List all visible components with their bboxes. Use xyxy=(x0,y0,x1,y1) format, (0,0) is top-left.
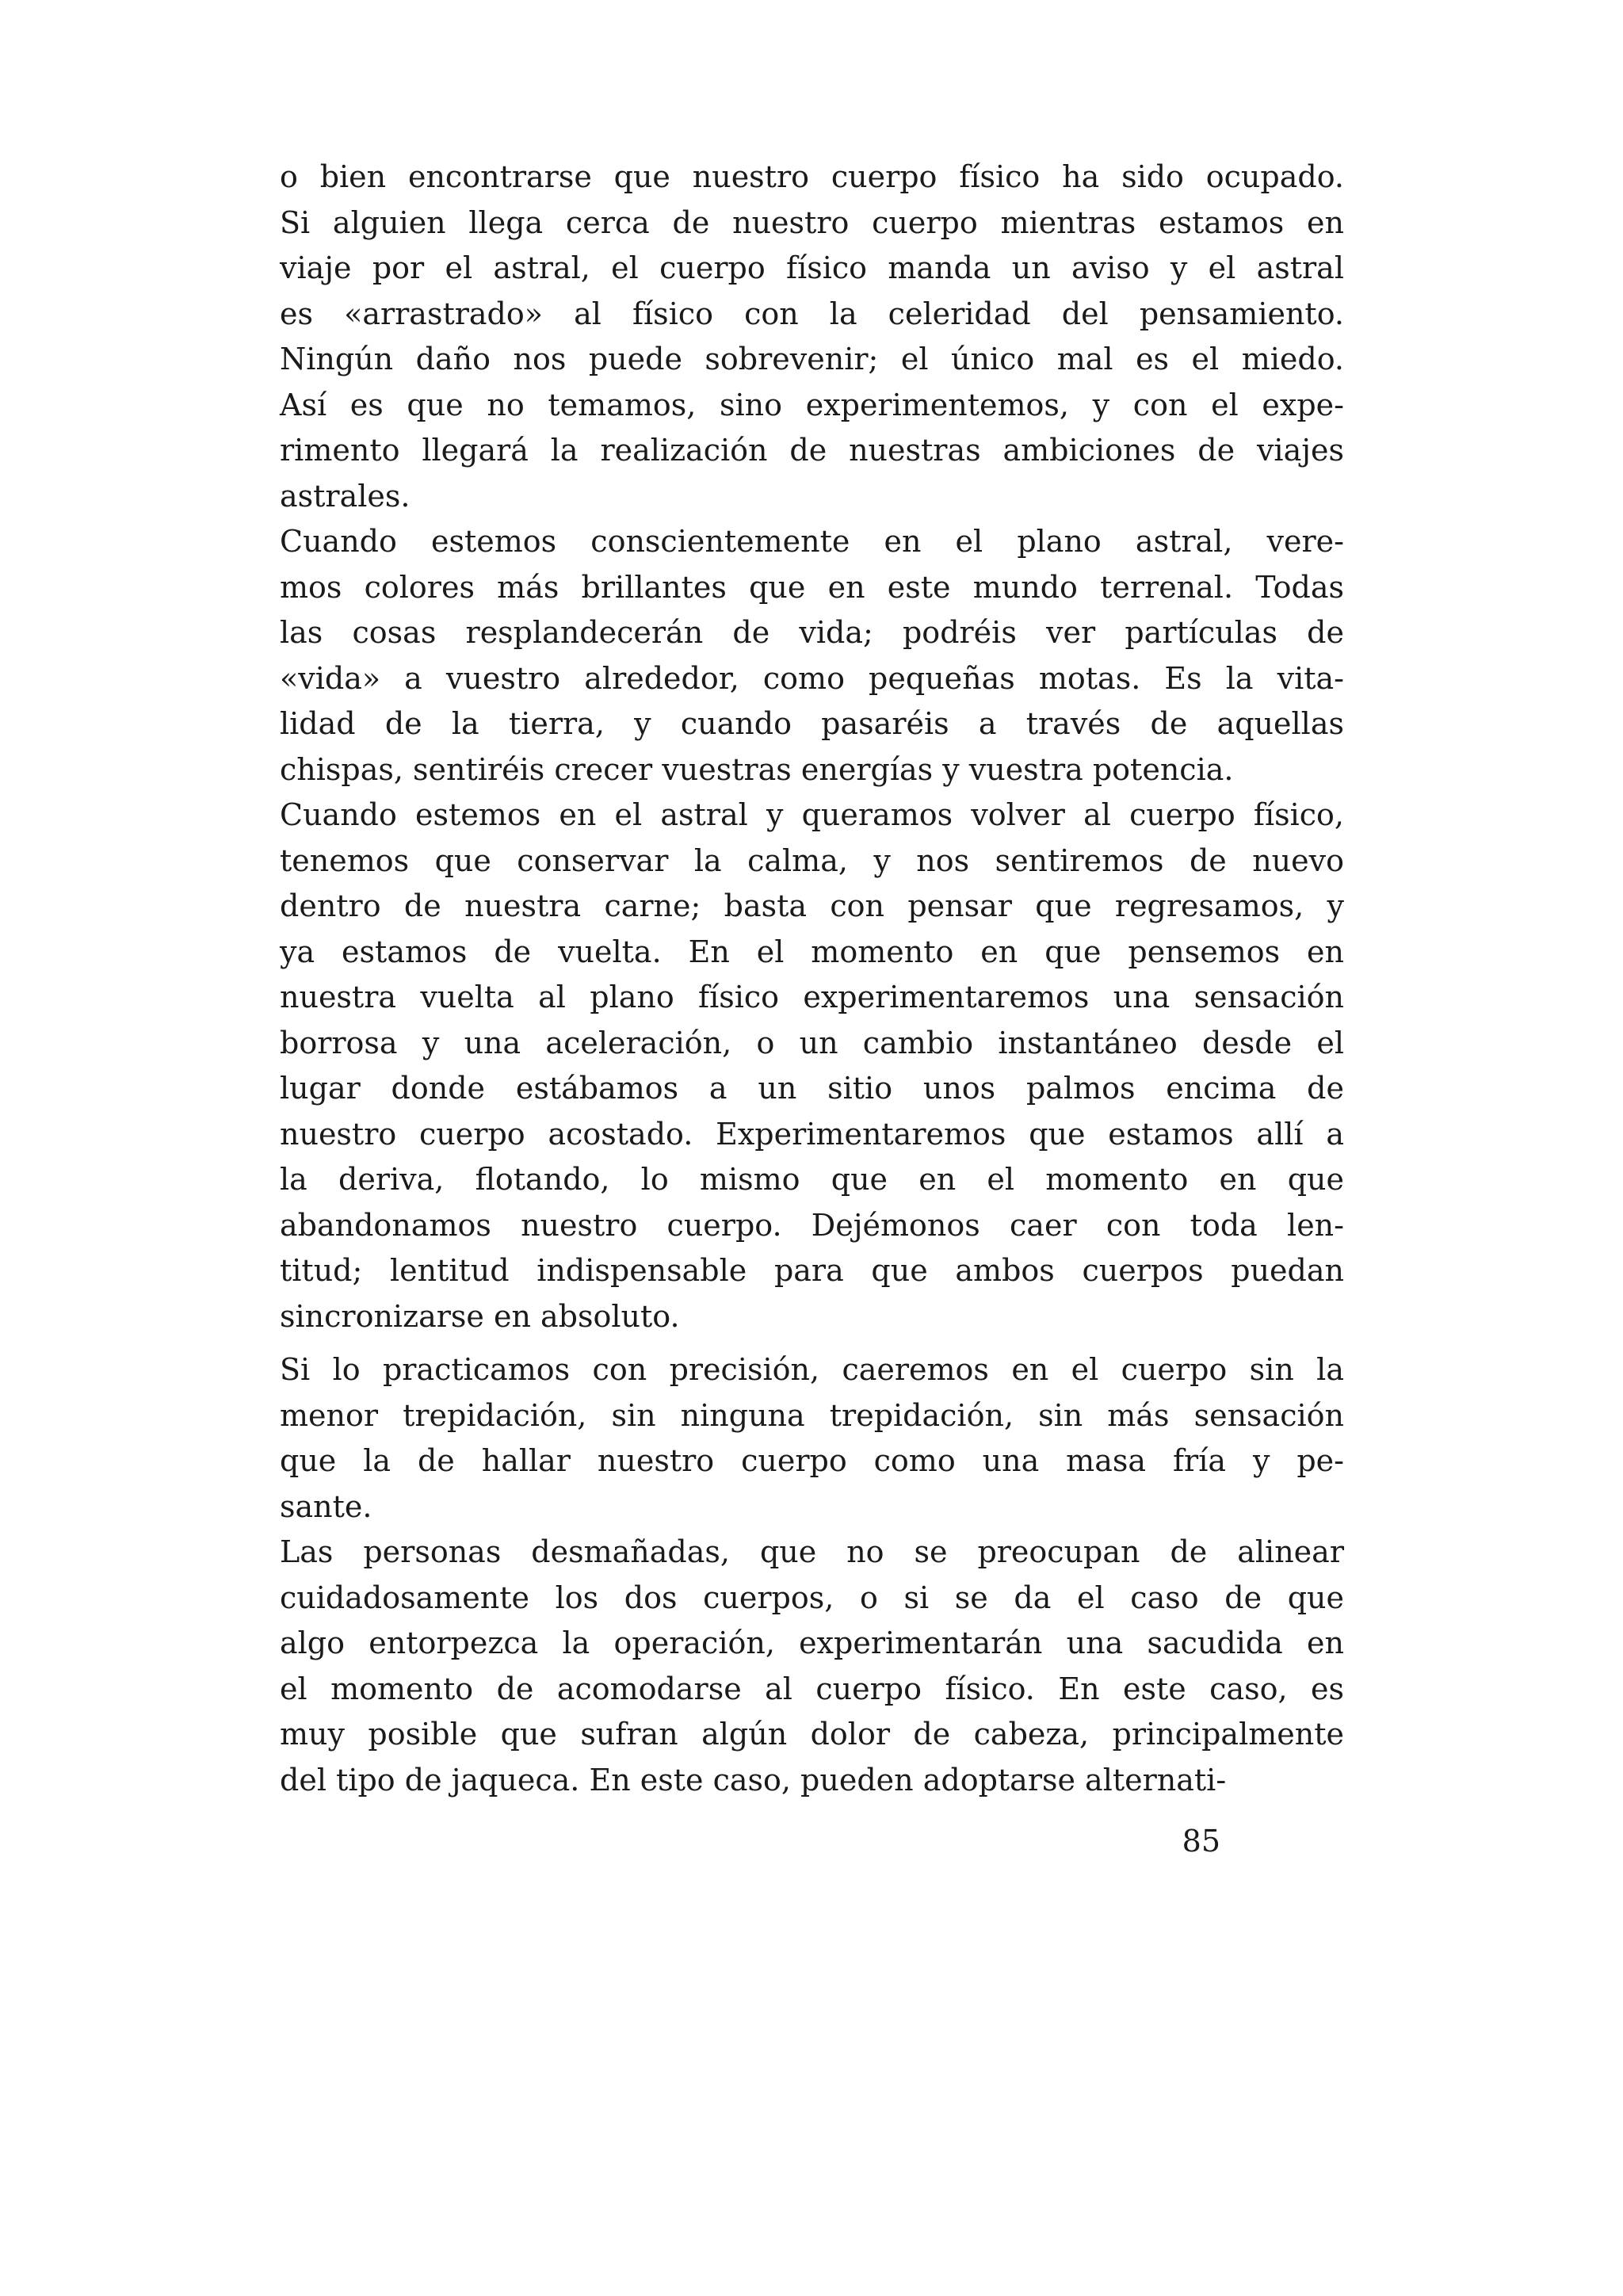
text-line: dentro de nuestra carne; basta con pensar que regresamos, y xyxy=(280,888,1344,923)
text-line: viaje por el astral, el cuerpo físico manda un aviso y el astral xyxy=(280,250,1344,285)
text-line: astrales. xyxy=(280,478,411,514)
text-line: nuestro cuerpo acostado. Experimentaremos que estamos allí a xyxy=(280,1116,1344,1152)
text-line: sincronizarse en absoluto. xyxy=(280,1298,680,1334)
text-line: Las personas desmañadas, que no se preocupan de alinear xyxy=(280,1534,1344,1569)
text-line: abandonamos nuestro cuerpo. Dejémonos caer con toda len- xyxy=(280,1207,1344,1243)
text-line: algo entorpezca la operación, experimentarán una sacudida en xyxy=(280,1626,1344,1660)
text-line: mos colores más brillantes que en este mundo terrenal. Todas xyxy=(280,569,1344,605)
text-line: el momento de acomodarse al cuerpo físico. En este caso, es xyxy=(280,1671,1344,1706)
text-line: lugar donde estábamos a un sitio unos palmos encima de xyxy=(280,1071,1344,1106)
text-line: «vida» a vuestro alrededor, como pequeñas motas. Es la vita- xyxy=(280,660,1344,696)
text-line: Si alguien llega cerca de nuestro cuerpo mientras estamos en xyxy=(280,204,1344,240)
text-line: que la de hallar nuestro cuerpo como una masa fría y pe- xyxy=(280,1443,1344,1478)
text-line: nuestra vuelta al plano físico experimentaremos una sensación xyxy=(280,980,1344,1014)
paragraph-4 xyxy=(280,1347,1344,1530)
text-line: las cosas resplandecerán de vida; podréis ver partículas de xyxy=(280,615,1344,650)
text-line: rimento llegará la realización de nuestras ambiciones de viajes xyxy=(280,433,1344,468)
paragraph-spacer xyxy=(280,1339,1344,1347)
text-line: Cuando estemos conscientemente en el plano astral, vere- xyxy=(280,524,1344,559)
text-line: Ningún daño nos puede sobrevenir; el único mal es el miedo. xyxy=(280,342,1344,376)
paragraph-1 xyxy=(280,155,1344,519)
text-line: Así es que no temamos, sino experimentemos, y con el expe- xyxy=(280,387,1344,422)
text-line: ya estamos de vuelta. En el momento en que pensemos en xyxy=(280,934,1344,969)
text-line: Cuando estemos en el astral y queramos volver al cuerpo físico, xyxy=(280,797,1344,832)
text-line: menor trepidación, sin ninguna trepidación, sin más sensación xyxy=(280,1397,1344,1433)
text-line: muy posible que sufran algún dolor de cabeza, principalmente xyxy=(280,1717,1344,1752)
page-body xyxy=(280,155,1344,1803)
text-line: tenemos que conservar la calma, y nos sentiremos de nuevo xyxy=(280,842,1344,878)
paragraph-3 xyxy=(280,793,1344,1339)
paragraph-2 xyxy=(280,519,1344,793)
text-line: borrosa y una aceleración, o un cambio instantáneo desde el xyxy=(280,1025,1344,1060)
text-line: es «arrastrado» al físico con la celeridad del pensamiento. xyxy=(280,296,1344,331)
text-line: cuidadosamente los dos cuerpos, o si se da el caso de que xyxy=(280,1580,1344,1615)
text-line: Si lo practicamos con precisión, caeremos en el cuerpo sin la xyxy=(280,1352,1344,1387)
text-line: del tipo de jaqueca. En este caso, pueden adoptarse alternati- xyxy=(280,1762,1227,1797)
text-line: titud; lentitud indispensable para que ambos cuerpos puedan xyxy=(280,1253,1344,1288)
text-line: o bien encontrarse que nuestro cuerpo físico ha sido ocupado. xyxy=(280,159,1344,194)
text-line: sante. xyxy=(280,1488,372,1524)
page-number: 85 xyxy=(1182,1824,1220,1859)
text-line: la deriva, flotando, lo mismo que en el momento en que xyxy=(280,1162,1344,1197)
text-line: chispas, sentiréis crecer vuestras energías y vuestra potencia. xyxy=(280,751,1234,787)
paragraph-5 xyxy=(280,1530,1344,1803)
text-line: lidad de la tierra, y cuando pasaréis a través de aquellas xyxy=(280,706,1344,741)
